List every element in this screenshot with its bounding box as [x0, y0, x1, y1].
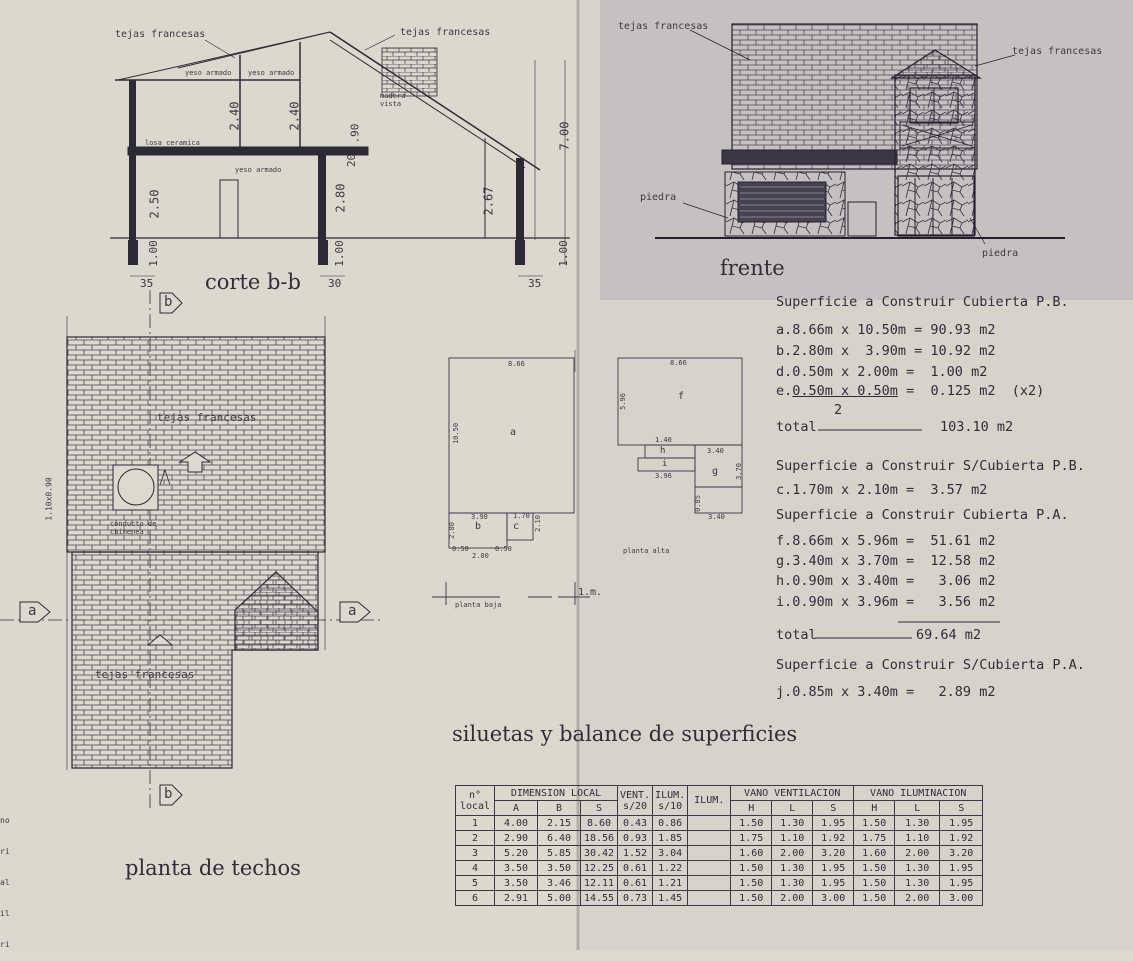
margin-fragments	[0, 795, 10, 961]
table-cell: 1.50	[854, 861, 895, 876]
sil-a: a	[510, 427, 517, 438]
sil-a-top: 8.66	[508, 360, 525, 368]
table-cell: 1.75	[731, 831, 772, 846]
sil-l-dim: 0.50	[495, 545, 512, 553]
table-cell: 1.50	[854, 876, 895, 891]
table-cell: 2.00	[772, 846, 813, 861]
th-dimension: DIMENSION LOCAL	[495, 786, 618, 801]
margin-text: ri	[0, 940, 10, 950]
table-cell: 1.50	[731, 861, 772, 876]
front-tejas-right: tejas francesas	[1012, 46, 1103, 57]
table-cell: 5.20	[495, 846, 538, 861]
table-cell: 1.21	[653, 876, 688, 891]
table-cell: 3.04	[653, 846, 688, 861]
table-cell: 1.95	[940, 876, 983, 891]
calc-line-i: i.0.90m x 3.96m = 3.56 m2	[776, 594, 996, 610]
table-row	[456, 876, 983, 891]
calc-line-e-post: = 0.125 m2 (x2)	[897, 383, 1045, 399]
margin-text: no	[0, 815, 10, 825]
table-cell: 1.75	[854, 831, 895, 846]
table-row	[456, 816, 983, 831]
table-cell: 2.90	[495, 831, 538, 846]
sil-h-dim: 1.40	[655, 436, 672, 444]
sil-b-dim3: 2.00	[472, 552, 489, 560]
calc-total2-label: total	[776, 627, 817, 643]
title-frente: frente	[720, 256, 785, 280]
sil-j-dim: 3.40	[708, 513, 725, 521]
table-cell: 4.00	[495, 816, 538, 831]
dim-35-b: 35	[528, 277, 542, 290]
table-cell: 3.20	[813, 846, 854, 861]
label-tejas-2: tejas francesas	[400, 27, 491, 38]
table-cell	[688, 816, 731, 831]
table-cell: 1.95	[813, 861, 854, 876]
marker-a-left: a	[28, 603, 37, 619]
table-cell: 1.95	[940, 816, 983, 831]
table-cell	[688, 846, 731, 861]
calc-line-e-pre: e.	[776, 383, 793, 399]
table-cell: 1.50	[731, 891, 772, 906]
th-ilum2: ILUM.	[688, 786, 731, 816]
table-cell: 6.40	[538, 831, 581, 846]
calc-pa-cubierta-title: Superficie a Construir Cubierta P.A.	[776, 507, 1069, 523]
th-vs: S	[813, 801, 854, 816]
sil-c-dim2: 2.10	[533, 515, 542, 532]
sil-i: i	[662, 459, 668, 469]
table-cell: 0.43	[618, 816, 653, 831]
label-yeso-2: yeso armado	[248, 69, 295, 77]
table-cell: 14.55	[581, 891, 618, 906]
calc-total1-label: total	[776, 419, 817, 435]
table-cell: 4	[456, 861, 495, 876]
th-il: L	[895, 801, 940, 816]
sil-b: b	[475, 521, 482, 532]
dim-35-a: 35	[140, 277, 154, 290]
table-cell: 18.56	[581, 831, 618, 846]
table-cell: 1.30	[772, 861, 813, 876]
table-cell	[688, 861, 731, 876]
sil-h: h	[660, 446, 666, 456]
th-vl: L	[772, 801, 813, 816]
dim-1-00-b: 1.00	[332, 240, 346, 267]
dim-1-00-a: 1.00	[146, 240, 160, 267]
marker-a-right: a	[348, 603, 357, 619]
table-cell: 3.46	[538, 876, 581, 891]
dim-7-00: 7.00	[557, 121, 572, 151]
table-cell: 1.50	[854, 891, 895, 906]
calc-line-e-under: 0.50m x 0.50m	[792, 383, 898, 399]
title-siluetas: siluetas y balance de superficies	[452, 722, 798, 746]
table-cell: 1.95	[813, 876, 854, 891]
sil-g-dim2: 3.70	[734, 463, 743, 480]
sil-f: f	[678, 391, 685, 402]
th-a: A	[495, 801, 538, 816]
table-cell: 1.10	[772, 831, 813, 846]
margin-text: il	[0, 909, 10, 919]
table-cell: 2.00	[895, 891, 940, 906]
title-planta-techos: planta de techos	[125, 856, 301, 880]
table-cell: 1.50	[731, 876, 772, 891]
calc-line-c: c.1.70m x 2.10m = 3.57 m2	[776, 482, 988, 498]
sil-g-dim: 3.40	[707, 447, 724, 455]
table-cell: 1.85	[653, 831, 688, 846]
label-tejas-1: tejas francesas	[115, 29, 206, 40]
sil-f-top: 8.66	[670, 359, 687, 367]
calc-line-g: g.3.40m x 3.70m = 12.58 m2	[776, 553, 996, 569]
calc-line-h: h.0.90m x 3.40m = 3.06 m2	[776, 573, 996, 589]
dim-2-67: 2.67	[481, 186, 496, 216]
th-vh: H	[731, 801, 772, 816]
table-body	[456, 816, 983, 906]
table-cell: 1.95	[813, 816, 854, 831]
table-cell: 0.61	[618, 876, 653, 891]
calc-pa-semi-title: Superficie a Construir S/Cubierta P.A.	[776, 657, 1085, 673]
table-cell	[688, 876, 731, 891]
table-cell: 1.30	[895, 861, 940, 876]
table-cell: 2	[456, 831, 495, 846]
label-madera: madera vista	[380, 92, 406, 109]
sil-k-dim: 0.50	[452, 545, 469, 553]
calc-total2-value: 69.64 m2	[916, 627, 982, 643]
roof-tejas-bottom: tejas francesas	[95, 668, 195, 681]
table-cell: 3.00	[940, 891, 983, 906]
table-cell: 3	[456, 846, 495, 861]
table-cell: 2.00	[895, 846, 940, 861]
title-corte: corte b-b	[205, 270, 301, 294]
table-cell: 30.42	[581, 846, 618, 861]
sil-b-dim: 3.90	[471, 513, 488, 521]
roof-chimney-label: conducto de chimenea	[110, 520, 157, 537]
dim-90: .90	[348, 123, 362, 144]
table-cell: 1.60	[731, 846, 772, 861]
locales-table	[455, 785, 983, 906]
table-cell: 5	[456, 876, 495, 891]
table-cell: 1.22	[653, 861, 688, 876]
table-cell: 1.92	[940, 831, 983, 846]
dim-20: 20	[345, 153, 359, 168]
calc-line-e	[776, 385, 1044, 399]
table-cell: 1.30	[895, 876, 940, 891]
front-piedra-left: piedra	[640, 192, 677, 203]
table-cell: 2.15	[538, 816, 581, 831]
table-row	[456, 831, 983, 846]
table-cell: 6	[456, 891, 495, 906]
marker-b-bottom: b	[164, 786, 173, 802]
calc-pb-cubierta-title: Superficie a Construir Cubierta P.B.	[776, 294, 1069, 310]
table-cell: 1.60	[854, 846, 895, 861]
sil-a-side: 10.50	[452, 422, 461, 445]
calc-line-b: b.2.80m x 3.90m = 10.92 m2	[776, 343, 996, 359]
table-cell: 0.86	[653, 816, 688, 831]
table-cell: 1.52	[618, 846, 653, 861]
label-losa: losa ceramica	[145, 139, 200, 147]
calc-line-d: d.0.50m x 2.00m = 1.00 m2	[776, 364, 988, 380]
th-b: B	[538, 801, 581, 816]
table-row	[456, 861, 983, 876]
dim-2-40-a: 2.40	[227, 101, 242, 131]
table-cell: 2.91	[495, 891, 538, 906]
table-cell: 3.20	[940, 846, 983, 861]
marker-b-top: b	[164, 294, 173, 310]
calc-total1-value: 103.10 m2	[940, 419, 1014, 435]
table-cell: 1.92	[813, 831, 854, 846]
table-cell: 2.00	[772, 891, 813, 906]
th-s: S	[581, 801, 618, 816]
front-tejas-left: tejas francesas	[618, 21, 709, 32]
table-cell: 1	[456, 816, 495, 831]
table-cell: 1.50	[731, 816, 772, 831]
table-cell: 0.73	[618, 891, 653, 906]
th-vano-vent: VANO VENTILACION	[731, 786, 854, 801]
table-cell: 0.93	[618, 831, 653, 846]
sil-i-dim: 3.96	[655, 472, 672, 480]
sil-planta-baja: planta baja	[455, 601, 502, 609]
table-cell: 3.50	[495, 876, 538, 891]
label-yeso-1: yeso armado	[185, 69, 232, 77]
table-cell: 12.25	[581, 861, 618, 876]
table-cell: 8.60	[581, 816, 618, 831]
calc-line-j: j.0.85m x 3.40m = 2.89 m2	[776, 684, 996, 700]
table-cell: 3.50	[495, 861, 538, 876]
dim-2-40-b: 2.40	[287, 101, 302, 131]
sil-f-side: 5.96	[618, 393, 627, 410]
table-cell: 1.95	[940, 861, 983, 876]
table-cell	[688, 831, 731, 846]
table-cell: 5.85	[538, 846, 581, 861]
sil-c-dim: 1.70	[513, 512, 530, 520]
sil-c: c	[513, 521, 520, 532]
table-row	[456, 891, 983, 906]
th-is: S	[940, 801, 983, 816]
table-cell: 1.30	[895, 816, 940, 831]
dim-2-50: 2.50	[147, 189, 162, 219]
dim-30: 30	[328, 277, 342, 290]
th-ilum: ILUM. s/10	[653, 786, 688, 816]
margin-text: ri	[0, 846, 10, 856]
table-row	[456, 846, 983, 861]
calc-pb-semi-title: Superficie a Construir S/Cubierta P.B.	[776, 458, 1085, 474]
table-cell: 3.00	[813, 891, 854, 906]
table-cell: 1.45	[653, 891, 688, 906]
table-cell: 12.11	[581, 876, 618, 891]
table-cell: 1.30	[772, 876, 813, 891]
sil-scale: 1.m.	[578, 587, 603, 598]
sil-g: g	[712, 466, 719, 477]
front-piedra-right: piedra	[982, 248, 1019, 259]
table-cell: 1.10	[895, 831, 940, 846]
table-cell: 0.61	[618, 861, 653, 876]
margin-text: al	[0, 878, 10, 888]
table-cell: 5.00	[538, 891, 581, 906]
label-yeso-3: yeso armado	[235, 166, 282, 174]
calc-line-e-div: 2	[834, 402, 843, 418]
sil-b-dim2: 2.80	[447, 522, 456, 539]
table-cell	[688, 891, 731, 906]
th-vano-ilum: VANO ILUMINACION	[854, 786, 983, 801]
th-vent: VENT. s/20	[618, 786, 653, 816]
roof-tejas-top: tejas francesas	[157, 411, 257, 424]
dim-2-80: 2.80	[333, 183, 348, 213]
table-cell: 1.50	[854, 816, 895, 831]
sil-planta-alta: planta alta	[623, 547, 670, 555]
sil-j-dim2: 0.85	[693, 495, 702, 512]
calc-line-a: a.8.66m x 10.50m = 90.93 m2	[776, 322, 996, 338]
th-nlocal: n° local	[456, 786, 495, 816]
dim-1-00-c: 1.00	[556, 240, 570, 267]
roof-dim-side: 1.10x0.90	[44, 477, 54, 521]
th-ih: H	[854, 801, 895, 816]
calc-line-f: f.8.66m x 5.96m = 51.61 m2	[776, 533, 996, 549]
table-cell: 1.30	[772, 816, 813, 831]
table-cell: 3.50	[538, 861, 581, 876]
